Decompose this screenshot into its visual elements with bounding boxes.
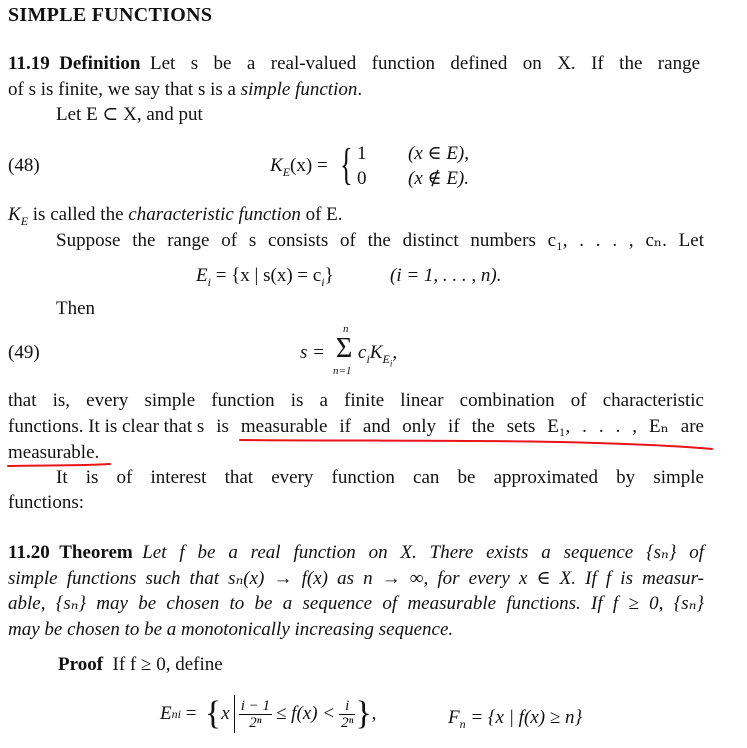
- theorem-number: 11.20: [8, 542, 50, 563]
- close-brace-icon: }: [355, 695, 372, 732]
- definition-line-2: [8, 77, 362, 102]
- ei-rhs: = {x | s(x) = c: [210, 265, 322, 286]
- fraction-2: $\frac{i}{\text{2ⁿ}}$: [341, 697, 354, 731]
- section-heading: SIMPLE FUNCTIONS: [8, 4, 213, 26]
- characteristic-function-term: characteristic function: [128, 204, 301, 225]
- paragraph-text-2a: functions. It is clear that: [8, 416, 197, 437]
- final-equation: [160, 695, 376, 733]
- sigma-icon: Σ: [336, 333, 353, 364]
- ci-subscript: i: [321, 274, 325, 289]
- open-brace-icon: {: [196, 695, 222, 732]
- k-symbol-3: K: [369, 342, 383, 363]
- equation-49-label: (49): [8, 342, 40, 363]
- eni-symbol: E: [160, 703, 172, 724]
- case-2-value: 0: [357, 168, 367, 189]
- equation-49-lhs: s =: [300, 342, 325, 363]
- theorem-line-1: [8, 540, 704, 565]
- measurability-statement: s is measurable if and only if the sets E₁, . . . , Eₙ are: [196, 416, 704, 437]
- set-variable: x: [221, 703, 230, 724]
- c-subscript: i: [366, 351, 370, 366]
- k-subscript-3: Ei: [382, 351, 393, 369]
- char-suffix: of E.: [300, 204, 343, 225]
- k-subscript: E: [282, 164, 291, 179]
- theorem-text-1: Let f be a real function on X. There exists a sequence {sₙ} of: [142, 542, 704, 563]
- definition-line-3: Let E ⊂ X, and put: [56, 104, 203, 125]
- k-symbol-2: K: [8, 204, 21, 225]
- case-2-condition: (x ∉ E).: [408, 168, 470, 189]
- definition-text-2c: .: [357, 79, 363, 100]
- ei-definition: [196, 263, 334, 295]
- theorem-line-4: may be chosen to be a monotonically increasing sequence.: [8, 619, 454, 640]
- fn-rhs: = {x | f(x) ≥ n}: [465, 707, 583, 728]
- equation-48-lhs: [270, 153, 328, 185]
- theorem-line-2: simple functions such that sₙ(x) → f(x) as n → ∞, for every x ∈ X. If f is measur-: [8, 568, 704, 589]
- k-symbol: K: [270, 155, 283, 176]
- char-text: is called the: [28, 204, 129, 225]
- suppose-line: Suppose the range of s consists of the distinct numbers c₁, . . . , cₙ. Let: [56, 230, 704, 251]
- paragraph-line-3: measurable.: [8, 442, 100, 463]
- eni-subscript: ni: [171, 707, 181, 721]
- proof-line: [58, 652, 223, 677]
- case-1-value: 1: [357, 143, 367, 164]
- k-rest: (x) =: [290, 155, 328, 176]
- definition-title: Definition: [59, 53, 141, 74]
- equation-48-brace: {: [340, 140, 353, 189]
- fn-symbol: F: [448, 707, 460, 728]
- inequality: ≤ f(x) <: [275, 703, 336, 724]
- proof-text: If f ≥ 0, define: [112, 654, 223, 675]
- definition-text-1: Let s be a real-valued function defined on X. If the range: [149, 53, 700, 74]
- ei-symbol: E: [196, 265, 208, 286]
- sum-bottom: n=1: [333, 365, 352, 377]
- paragraph-line-4: It is of interest that every function can be approximated by simple: [56, 467, 704, 488]
- c-symbol: c: [358, 342, 367, 363]
- fn-subscript: n: [459, 716, 466, 731]
- eq49-end: ,: [392, 342, 398, 363]
- definition-text-2a: of s is finite, we say that s is a: [8, 79, 241, 100]
- fraction-1: $\frac{i - 1}{\text{2ⁿ}}$: [240, 697, 270, 731]
- ei-rhs-end: }: [324, 265, 334, 286]
- theorem-title: Theorem: [59, 542, 133, 563]
- definition-line-1: [8, 51, 700, 76]
- equation-49-term: [358, 340, 397, 376]
- fn-definition: [448, 705, 582, 737]
- eni-equals: =: [180, 703, 197, 724]
- proof-title: Proof: [58, 654, 104, 675]
- equation-48-label: (48): [8, 155, 40, 176]
- set-bar: [234, 695, 235, 733]
- ei-subscript: i: [207, 274, 211, 289]
- then-text: Then: [56, 298, 96, 319]
- final-comma: ,: [371, 703, 377, 724]
- k-subscript-2: E: [20, 213, 29, 228]
- sum-top: n: [343, 323, 349, 335]
- ei-range: (i = 1, . . . , n).: [390, 265, 502, 286]
- definition-number: 11.19: [8, 53, 50, 74]
- simple-function-term: simple function: [240, 79, 358, 100]
- case-1-condition: (x ∈ E),: [408, 143, 470, 164]
- theorem-line-3: able, {sₙ} may be chosen to be a sequence of measurable functions. If f ≥ 0, {sₙ}: [8, 593, 704, 614]
- paragraph-line-5: functions:: [8, 492, 84, 513]
- paragraph-line-1: that is, every simple function is a finite linear combination of characteristic: [8, 390, 704, 411]
- paragraph-line-2: [8, 414, 704, 439]
